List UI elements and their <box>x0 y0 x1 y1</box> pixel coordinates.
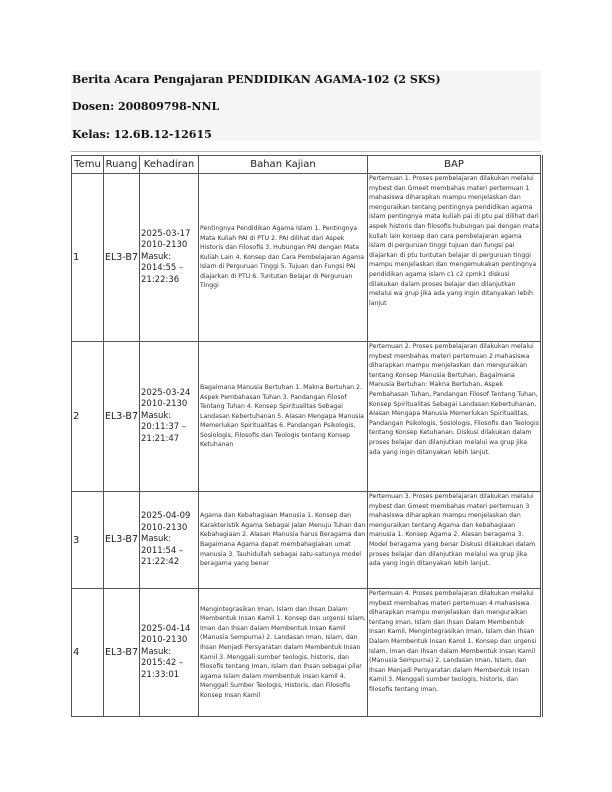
kelas-label: Kelas: 12.6B.12-12615 <box>72 128 212 141</box>
col-header-bahan-kajian: Bahan Kajian <box>199 156 368 174</box>
bap-cell: Pertemuan 4. Proses pembelajaran dilakukan melalui mybest membahas materi pertemuan 4 mahasiswa diharapkan mampu menjelaskan dan menguraikan tentang Iman, Islam dan Ihsan Dalam Membentuk Insan Kamil, Mengintegrasikan Iman, Islam dan Ihsan Dalam Membentuk Insan Kamil 1. Konsep dan urgensi Islam, Iman dan Ihsan dalam Membentuk Insan Kamil (Manusia Sempurna) 2. Landasan Iman, Islam, dan Ihsan Menjadi Persyaratan dalam Membentuk Insan Kamil 3. Menggali sumber teologis, historis, dan filosofis tentang iman, <box>368 589 542 717</box>
ruang-cell: EL3-B7 <box>104 589 140 717</box>
header-divider <box>71 151 541 152</box>
ruang-cell: EL3-B7 <box>104 342 140 492</box>
col-header-ruang: Ruang <box>104 156 140 174</box>
table-header-row <box>72 156 542 174</box>
document-title: Berita Acara Pengajaran PENDIDIKAN AGAMA-102 (2 SKS) <box>72 73 441 86</box>
table-row <box>72 589 542 717</box>
col-header-bap: BAP <box>368 156 542 174</box>
temu-cell: 4 <box>72 589 104 717</box>
kehadiran-cell: 2025-04-09 2010-2130 Masuk: 2011:54 – 21:22:42 <box>140 492 199 589</box>
col-header-kehadiran: Kehadiran <box>140 156 199 174</box>
col-header-temu: Temu <box>72 156 104 174</box>
ruang-cell: EL3-B7 <box>104 492 140 589</box>
temu-cell: 2 <box>72 342 104 492</box>
bahan-kajian-cell: Pentingnya Pendidikan Agama Islam 1. Pentingnya Mata Kuliah PAI di PTU 2. PAI dilihat dari Aspek Historis dan Filosofis 3. Hubungan PAI dengan Mata Kuliah Lain 4. Konsep dan Cara Pembelajaran Agama Islam di Perguruan Tinggi 5. Tujuan dan Fungsi PAI diajarkan di PTU 6. Tuntutan Belajar di Perguruan Tinggi <box>199 174 368 342</box>
ruang-cell: EL3-B7 <box>104 174 140 342</box>
kehadiran-cell: 2025-04-14 2010-2130 Masuk: 2015:42 – 21:33:01 <box>140 589 199 717</box>
bahan-kajian-cell: Agama dan Kebahagiaan Manusia 1. Konsep dan Karakteristik Agama Sebagai Jalan Menuju Tuhan dan Kebahagiaan 2. Alasan Manusia harus Beragama dan Bagaimana Agama dapat membahagiakan umat manusia 3. Tauhidullah sebagai satu-satunya model beragama yang benar <box>199 492 368 589</box>
kehadiran-cell: 2025-03-17 2010-2130 Masuk: 2014:55 – 21:22:36 <box>140 174 199 342</box>
dosen-label: Dosen: 200809798-NNL <box>72 100 220 113</box>
bap-cell: Pertemuan 1. Proses pembelajaran dilakukan melalui mybest dan Gmeet membahas materi pertemuan 1 mahasiswa diharapkan mampu menjelaskan dan menguraikan tentang pentingnya pendidikan agama islam pentingnya mata kuliah pai di ptu pai dilihat dari aspek historis dan filosofis hubungan pai dengan mata kuliah lain konsep dan cara pembelajaran agama islam di perguruan tinggi tujuan dan fungsi pai diajarkan di ptu tuntutan belajar di perguruan tinggi mampu menjelaskan dan mengemukakan pentingnya pendidikan agama islam c1 c2 cpmk1 diskusi dilakukan dalam proses belajar dan dilanjutkan melalui wa grup jika ada yang ingin ditanyakan lebih lanjut <box>368 174 542 342</box>
bap-cell: Pertemuan 3. Proses pembelajaran dilakukan melalui mybest dan Gmeet membahas materi pertemuan 3 mahasiswa diharapkan mampu menjelaskan dan menguraikan tentang Agama dan kebahagiaan manusia 1. Konsep Agama 2. Alasan beragama 3. Model beragama yang benar Diskusi dilakukan dalam proses belajar dan dilanjutkan melalui wa grup jika ada yang ingin ditanyakan lebih lanjut. <box>368 492 542 589</box>
table-row <box>72 492 542 589</box>
temu-cell: 3 <box>72 492 104 589</box>
bahan-kajian-cell: Bagaimana Manusia Bertuhan 1. Makna Bertuhan 2. Aspek Pembahasan Tuhan 3. Pandangan Filosof Tentang Tuhan 4. Konsep Spiritualitas Sebagai Landasan Kebertuhanan 5. Alasan Mengapa Manusia Memerlukan Spiritualitas 6. Pandangan Psikologis, Sosiologis, Filosofis dan Teologis tentang Konsep Ketuhanan <box>199 342 368 492</box>
bap-table <box>71 155 543 717</box>
bap-cell: Pertemuan 2. Proses pembelajaran dilakukan melalui mybest membahas materi pertemuan 2 mahasiswa diharapkan mampu menjelaskan dan menguraikan tentang Konsep Manusia Bertuhan, Bagaimana Manusia Bertuhan: Makna Bertuhan, Aspek Pembahasan Tuhan, Pandangan Filosof Tentang Tuhan, Konsep Spiritualitas Sebagai Landasan Kebertuhanan, Alasan Mengapa Manusia Memerlukan Spiritualitas, Pandangan Psikologis, Sosiologis, Filosofis dan Teologis tentang Konsep Ketuhanan. Diskusi dilakukan dalam proses belajar dan dilanjutkan melalui wa grup jika ada yang ingin ditanyakan lebih lanjut. <box>368 342 542 492</box>
table-row <box>72 174 542 342</box>
bahan-kajian-cell: Mengintegrasikan Iman, Islam dan Ihsan Dalam Membentuk Insan Kamil 1. Konsep dan urgensi Islam, Iman dan Ihsan dalam Membentuk Insan Kamil (Manusia Sempurna) 2. Landasan Iman, Islam, dan Ihsan Menjadi Persyaratan dalam Membentuk Insan Kamil 3. Menggali sumber teologis, historis, dan filosofis tentang Iman, Islam dan Ihsan sebagai pilar agama Islam dalam membentuk insan kamil 4. Menggali Sumber Teologis, Historis, dan Filosofis Konsep Insan Kamil <box>199 589 368 717</box>
temu-cell: 1 <box>72 174 104 342</box>
table-row <box>72 342 542 492</box>
kehadiran-cell: 2025-03-24 2010-2130 Masuk: 20:11:37 –21:21:47 <box>140 342 199 492</box>
